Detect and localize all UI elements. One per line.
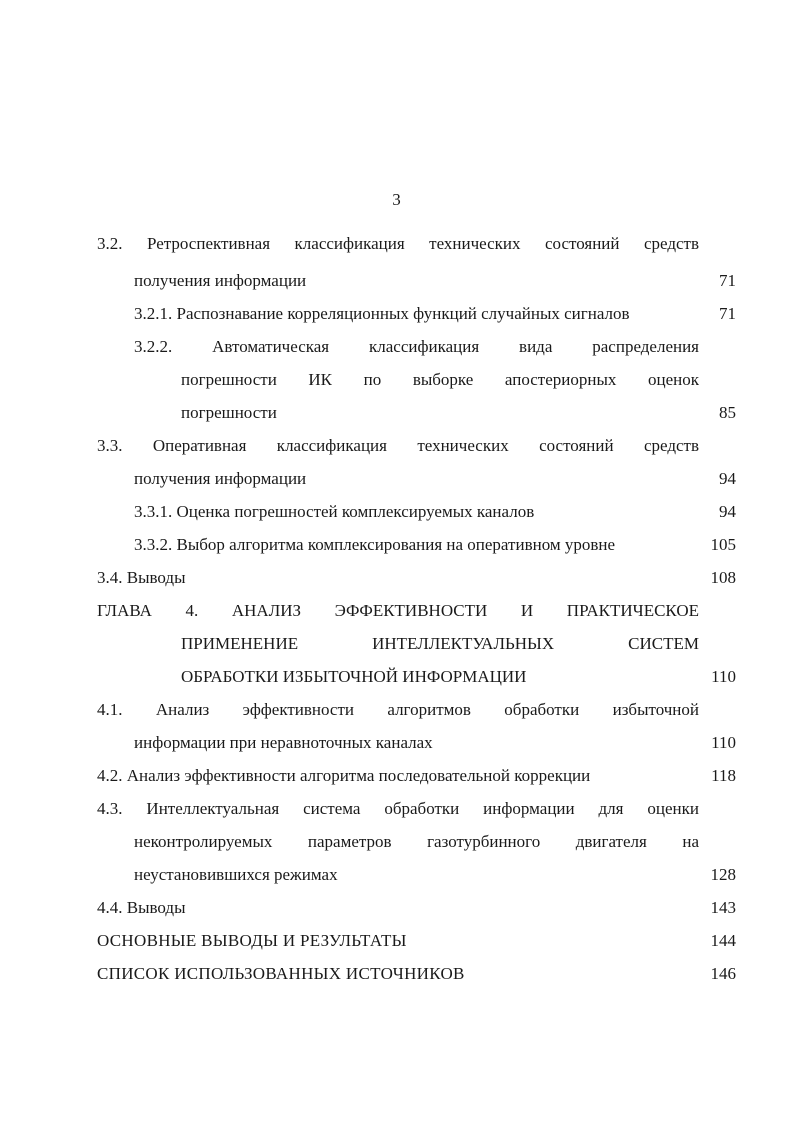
toc-entry-4-4: 4.4. Выводы xyxy=(97,898,186,917)
toc-entry-3-2-line-1: 3.2. Ретроспективная классификация технических состояний средств xyxy=(97,234,699,253)
toc-entry-4-2: 4.2. Анализ эффективности алгоритма последовательной коррекции xyxy=(97,766,591,785)
toc-entry-3-3-2: 3.3.2. Выбор алгоритма комплексирования на оперативном уровне xyxy=(134,535,616,554)
toc-entry-4-2-page: 118 xyxy=(711,766,736,785)
toc-entry-3-3-page: 94 xyxy=(719,469,736,488)
toc-entry-4-3-line-3: неустановившихся режимах xyxy=(134,865,338,884)
toc-entry-3-3-line-1: 3.3. Оперативная классификация технических состояний средств xyxy=(97,436,699,455)
toc-entry-3-2-2-line-1: 3.2.2. Автоматическая классификация вида распределения xyxy=(134,337,699,356)
toc-entry-4-4-page: 143 xyxy=(710,898,736,917)
toc-entry-3-4-page: 108 xyxy=(710,568,736,587)
toc-entry-3-2-1-page: 71 xyxy=(719,304,736,323)
page-number: 3 xyxy=(392,190,401,209)
toc-entry-3-3-1-page: 94 xyxy=(719,502,736,521)
toc-entry-4-3-page: 128 xyxy=(710,865,736,884)
toc-entry-3-4: 3.4. Выводы xyxy=(97,568,186,587)
toc-entry-4-1-line-2: информации при неравноточных каналах xyxy=(134,733,433,752)
toc-entry-4-1-line-1: 4.1. Анализ эффективности алгоритмов обработки избыточной xyxy=(97,700,699,719)
toc-entry-4-3-line-2: неконтролируемых параметров газотурбинного двигателя на xyxy=(134,832,699,851)
toc-conclusions-page: 144 xyxy=(710,931,736,950)
toc-conclusions: ОСНОВНЫЕ ВЫВОДЫ И РЕЗУЛЬТАТЫ xyxy=(97,931,407,950)
toc-chapter-4-page: 110 xyxy=(711,667,736,686)
toc-entry-3-3-1: 3.3.1. Оценка погрешностей комплексируемых каналов xyxy=(134,502,535,521)
toc-entry-3-2-2-page: 85 xyxy=(719,403,736,422)
toc-entry-3-2-page: 71 xyxy=(719,271,736,290)
toc-references-page: 146 xyxy=(710,964,736,983)
toc-chapter-4-line-1: ГЛАВА 4. АНАЛИЗ ЭФФЕКТИВНОСТИ И ПРАКТИЧЕСКОЕ xyxy=(97,601,699,620)
toc-entry-3-2-1: 3.2.1. Распознавание корреляционных функций случайных сигналов xyxy=(134,304,630,323)
toc-entry-3-2-2-line-3: погрешности xyxy=(181,403,277,422)
toc-references: СПИСОК ИСПОЛЬЗОВАННЫХ ИСТОЧНИКОВ xyxy=(97,964,465,983)
toc-entry-3-3-2-page: 105 xyxy=(710,535,736,554)
toc-chapter-4-line-3: ОБРАБОТКИ ИЗБЫТОЧНОЙ ИНФОРМАЦИИ xyxy=(181,667,527,686)
toc-entry-4-1-page: 110 xyxy=(711,733,736,752)
toc-entry-3-3-line-2: получения информации xyxy=(134,469,307,488)
toc-entry-3-2-line-2: получения информации xyxy=(134,271,307,290)
toc-entry-3-2-2-line-2: погрешности ИК по выборке апостериорных оценок xyxy=(181,370,699,389)
toc-entry-4-3-line-1: 4.3. Интеллектуальная система обработки информации для оценки xyxy=(97,799,699,818)
toc-chapter-4-line-2: ПРИМЕНЕНИЕ ИНТЕЛЛЕКТУАЛЬНЫХ СИСТЕМ xyxy=(181,634,699,653)
